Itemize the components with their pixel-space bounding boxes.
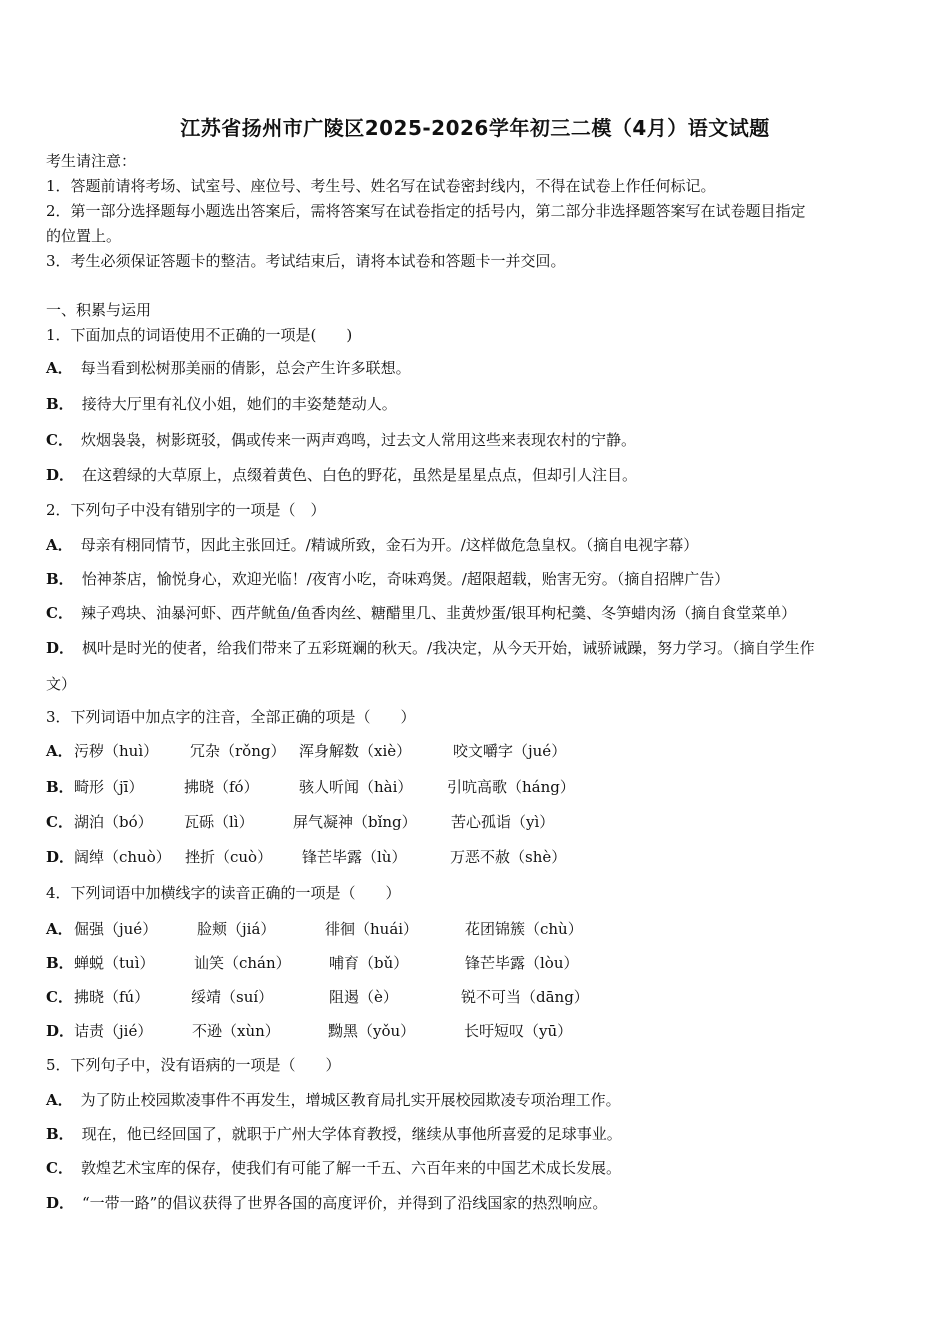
option-item: 苦心孤诣（yì）	[451, 813, 555, 831]
question-2-option-b	[46, 569, 910, 589]
question-5-option-c	[46, 1158, 910, 1178]
question-1-stem: 1．下面加点的词语使用不正确的一项是( )	[46, 326, 353, 344]
notice-item: 的位置上。	[46, 227, 122, 245]
option-key: A．	[46, 920, 73, 938]
question-5-option-b	[46, 1124, 910, 1144]
option-item: 徘徊（huái）	[325, 920, 419, 938]
option-item: 蝉蜕（tuì）	[74, 954, 155, 972]
option-item: 引吭高歌（háng）	[447, 778, 575, 796]
notice-item: 1．答题前请将考场、试室号、座位号、考生号、姓名写在试卷密封线内，不得在试卷上作任何标记。	[46, 177, 716, 195]
option-item: 诘责（jié）	[74, 1022, 153, 1040]
option-item: 浑身解数（xiè）	[299, 742, 412, 760]
option-key: D．	[46, 639, 75, 657]
page-title: 江苏省扬州市广陵区2025-2026学年初三二模（4月）语文试题	[180, 116, 770, 140]
question-5-option-a	[46, 1090, 910, 1110]
option-key: C．	[46, 988, 73, 1006]
question-1-option-b	[46, 394, 910, 414]
option-key: B．	[46, 1125, 74, 1143]
question-3-stem: 3．下列词语中加点字的注音，全部正确的项是（ ）	[46, 708, 416, 726]
option-item: 挫折（cuò）	[185, 848, 273, 866]
option-item: 倔强（jué）	[74, 920, 158, 938]
question-5-option-d	[46, 1193, 910, 1213]
notice-heading: 考生请注意：	[46, 152, 137, 170]
question-2-option-a	[46, 535, 910, 555]
option-key: D．	[46, 1194, 75, 1212]
option-key: D．	[46, 848, 75, 866]
option-text: 母亲有栩同情节，因此主张回迁。/精诚所致，金石为开。/这样做危急皇权。（摘自电视字幕）	[80, 536, 699, 554]
question-2-option-c	[46, 603, 910, 623]
question-2-option-d-continued: 文）	[46, 675, 77, 693]
question-4-stem: 4．下列词语中加横线字的读音正确的一项是（ ）	[46, 884, 401, 902]
option-text: 为了防止校园欺凌事件不再发生，增城区教育局扎实开展校园欺凌专项治理工作。	[80, 1091, 621, 1109]
question-1-option-d	[46, 465, 910, 485]
option-item: 绥靖（suí）	[191, 988, 274, 1006]
option-key: B．	[46, 395, 74, 413]
option-text: 炊烟袅袅，树影斑驳，偶或传来一两声鸡鸣，过去文人常用这些来表现农村的宁静。	[80, 431, 636, 449]
question-1-option-a	[46, 358, 910, 378]
notice-item: 3．考生必须保证答题卡的整洁。考试结束后，请将本试卷和答题卡一并交回。	[46, 252, 566, 270]
question-5-stem: 5．下列句子中，没有语病的一项是（ ）	[46, 1056, 341, 1074]
option-item: 哺育（bǔ）	[329, 954, 409, 972]
option-item: 黝黑（yǒu）	[328, 1022, 416, 1040]
option-item: 拂晓（fó）	[184, 778, 259, 796]
option-item: 湖泊（bó）	[74, 813, 153, 831]
option-item: 锋芒毕露（lù）	[302, 848, 407, 866]
option-text: 每当看到松树那美丽的倩影，总会产生许多联想。	[80, 359, 411, 377]
notice-item: 2．第一部分选择题每小题选出答案后，需将答案写在试卷指定的括号内，第二部分非选择题答案写在试卷题目指定	[46, 202, 806, 220]
option-item: 脸颊（jiá）	[197, 920, 276, 938]
option-item: 阻遏（è）	[329, 988, 398, 1006]
question-1-option-c	[46, 430, 910, 450]
option-item: 阔绰（chuò）	[74, 848, 171, 866]
option-key: C．	[46, 431, 73, 449]
question-2-stem: 2．下列句子中没有错别字的一项是（ ）	[46, 501, 326, 519]
option-key: C．	[46, 604, 73, 622]
option-text: 辣子鸡块、油暴河虾、西芹鱿鱼/鱼香肉丝、糖醋里几、韭黄炒蛋/银耳枸杞羹、冬笋蜡肉汤（摘自食堂菜单）	[80, 604, 797, 622]
option-key: D．	[46, 1022, 75, 1040]
option-item: 万恶不赦（shè）	[450, 848, 567, 866]
option-key: D．	[46, 466, 75, 484]
option-key: B．	[46, 570, 74, 588]
option-text: 在这碧绿的大草原上，点缀着黄色、白色的野花，虽然是星星点点，但却引人注目。	[82, 466, 638, 484]
option-item: 不逊（xùn）	[192, 1022, 280, 1040]
option-key: B．	[46, 954, 74, 972]
option-item: 锋芒毕露（lòu）	[465, 954, 579, 972]
option-text: 怡神茶店，愉悦身心，欢迎光临！/夜宵小吃，奇味鸡煲。/超限超载，贻害无穷。（摘自招牌广告）	[81, 570, 730, 588]
option-key: A．	[46, 742, 73, 760]
option-item: 锐不可当（dāng）	[461, 988, 589, 1006]
question-2-option-d	[46, 638, 910, 658]
option-text: 接待大厅里有礼仪小姐，她们的丰姿楚楚动人。	[81, 395, 397, 413]
option-item: 长吁短叹（yū）	[464, 1022, 573, 1040]
option-key: B．	[46, 778, 74, 796]
option-item: 污秽（huì）	[74, 742, 159, 760]
option-text: 枫叶是时光的使者，给我们带来了五彩斑斓的秋天。/我决定，从今天开始，诫骄诫躁，努力学习。（摘自学生作	[82, 639, 815, 657]
option-key: C．	[46, 1159, 73, 1177]
section-heading: 一、积累与运用	[46, 301, 152, 319]
option-item: 瓦砾（lì）	[184, 813, 254, 831]
option-item: 拂晓（fú）	[74, 988, 150, 1006]
option-key: A．	[46, 1091, 73, 1109]
option-item: 讪笑（chán）	[194, 954, 291, 972]
option-text: “一带一路”的倡议获得了世界各国的高度评价，并得到了沿线国家的热烈响应。	[82, 1194, 608, 1212]
option-key: C．	[46, 813, 73, 831]
option-item: 骇人听闻（hài）	[299, 778, 413, 796]
option-item: 咬文嚼字（jué）	[453, 742, 567, 760]
option-key: A．	[46, 536, 73, 554]
option-item: 屏气凝神（bǐng）	[293, 813, 417, 831]
option-item: 畸形（jī）	[74, 778, 144, 796]
option-item: 花团锦簇（chù）	[465, 920, 583, 938]
option-text: 敦煌艺术宝库的保存，使我们有可能了解一千五、六百年来的中国艺术成长发展。	[80, 1159, 621, 1177]
option-text: 现在，他已经回国了，就职于广州大学体育教授，继续从事他所喜爱的足球事业。	[81, 1125, 622, 1143]
option-item: 冗杂（rǒng）	[190, 742, 286, 760]
option-key: A．	[46, 359, 73, 377]
